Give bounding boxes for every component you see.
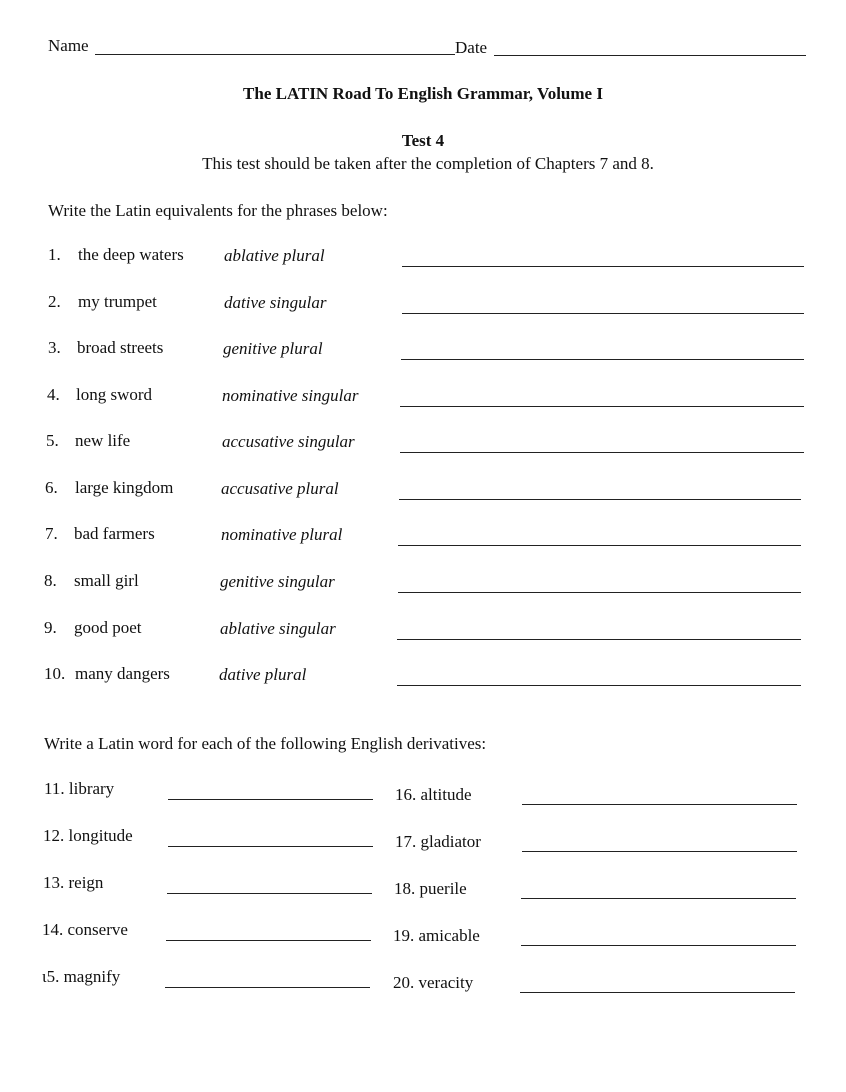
test-note: This test should be taken after the completion of Chapters 7 and 8. [202,154,654,173]
english-phrase: good poet [74,618,142,637]
item-number: 4. [47,385,60,404]
case-label: genitive plural [223,339,323,358]
answer-line[interactable] [398,592,801,593]
english-phrase: small girl [74,571,139,590]
answer-line[interactable] [168,799,373,800]
english-phrase: broad streets [77,338,164,357]
derivative-label: 18. puerile [394,879,467,898]
case-label: nominative plural [221,525,343,544]
item-number: 3. [48,338,61,357]
answer-line[interactable] [397,639,801,640]
answer-line[interactable] [402,266,804,267]
english-phrase: many dangers [75,664,170,683]
item-number: 1. [48,245,61,264]
name-field[interactable] [95,54,455,55]
item-number: 5. [46,431,59,450]
english-phrase: bad farmers [74,524,155,543]
item-number: 7. [45,524,58,543]
section1-instruction: Write the Latin equivalents for the phrases below: [48,201,388,220]
date-field[interactable] [494,55,806,56]
case-label: nominative singular [222,386,359,405]
derivative-label: 11. library [44,779,115,798]
answer-line[interactable] [167,893,372,894]
answer-line[interactable] [522,851,797,852]
item-number: 8. [44,571,57,590]
answer-line[interactable] [521,945,796,946]
answer-line[interactable] [520,992,795,993]
answer-line[interactable] [521,898,796,899]
answer-line[interactable] [165,987,370,988]
case-label: dative singular [224,293,327,312]
english-phrase: new life [75,431,131,450]
english-phrase: large kingdom [75,478,174,497]
answer-line[interactable] [399,499,801,500]
case-label: ablative singular [220,619,336,638]
derivative-label: 20. veracity [393,973,474,992]
answer-line[interactable] [401,359,804,360]
answer-line[interactable] [168,846,373,847]
case-label: accusative plural [221,479,339,498]
english-phrase: the deep waters [78,245,184,264]
derivative-label: 16. altitude [395,785,472,804]
item-number: 10. [44,664,66,683]
derivative-label: 13. reign [43,873,104,892]
item-number: 2. [48,292,61,311]
section2-instruction: Write a Latin word for each of the following English derivatives: [44,734,487,753]
case-label: accusative singular [222,432,355,451]
case-label: genitive singular [220,572,335,591]
answer-line[interactable] [398,545,801,546]
item-number: 9. [44,618,57,637]
derivative-label: 17. gladiator [395,832,481,851]
english-phrase: my trumpet [78,292,157,311]
answer-line[interactable] [522,804,797,805]
derivative-label: 14. conserve [42,920,128,939]
english-phrase: long sword [76,385,153,404]
answer-line[interactable] [402,313,804,314]
derivative-label: 12. longitude [43,826,133,845]
date-label: Date [455,38,488,57]
item-number: 6. [45,478,58,497]
derivative-label: 19. amicable [393,926,480,945]
derivative-label: ι5. magnify [42,967,121,986]
name-label: Name [48,36,89,55]
document-title: The LATIN Road To English Grammar, Volume I [243,84,603,103]
answer-line[interactable] [166,940,371,941]
answer-line[interactable] [400,406,804,407]
answer-line[interactable] [400,452,804,453]
case-label: ablative plural [224,246,325,265]
case-label: dative plural [219,665,307,684]
answer-line[interactable] [397,685,801,686]
test-title: Test 4 [401,131,445,150]
